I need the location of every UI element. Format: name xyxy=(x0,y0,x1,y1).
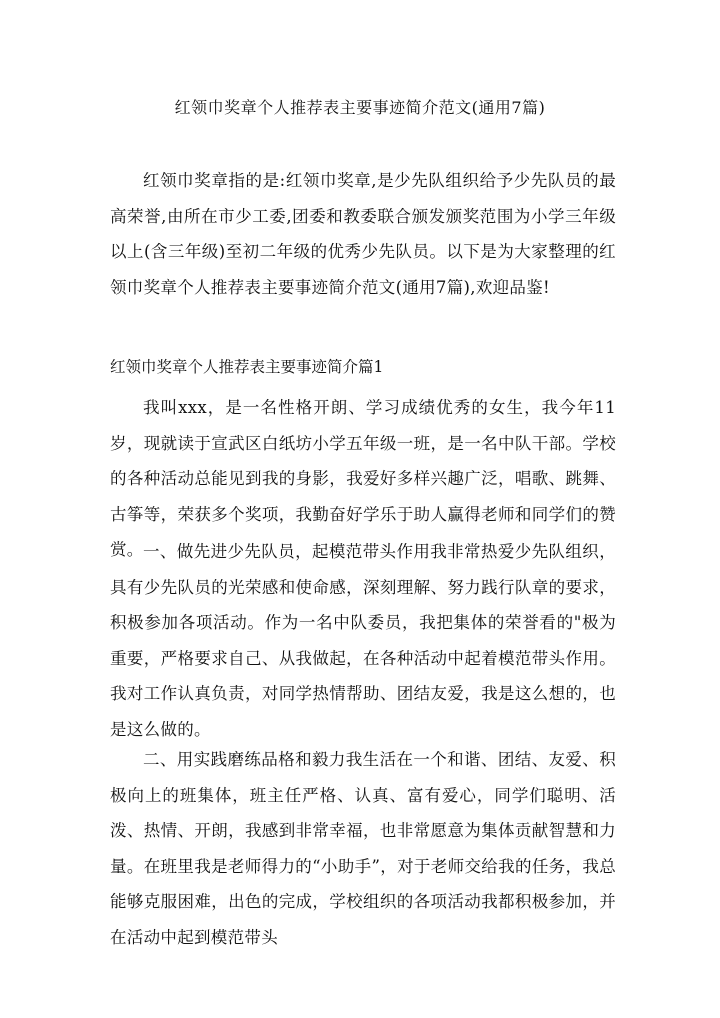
body-paragraph-2: 一、做先进少先队员，起模范带头作用我非常热爱少先队组织，具有少先队员的光荣感和使命感，深刻理解、努力践行队章的要求，积极参加各项活动。作为一名中队委员，我把集体的荣誉看的"极为重要，严格要求自己、从我做起，在各种活动中起着模范带头作用。我对工作认真负责，对同学热情帮助、团结友爱，我是这么想的，也是这么做的。 xyxy=(110,542,616,739)
document-title: 红领巾奖章个人推荐表主要事迹简介范文(通用7篇) xyxy=(174,98,546,117)
intro-paragraph: 红领巾奖章指的是:红领巾奖章,是少先队组织给予少先队员的最高荣誉,由所在市少工委,团委和教委联合颁发颁奖范围为小学三年级以上(含三年级)至初二年级的优秀少先队员。以下是为大家整理的红领巾奖章个人推荐表主要事迹简介范文(通用7篇),欢迎品鉴! xyxy=(110,171,616,297)
section-heading: 红领巾奖章个人推荐表主要事迹简介篇1 xyxy=(110,358,384,376)
body-paragraph-1: 我叫xxx，是一名性格开朗、学习成绩优秀的女生，我今年11岁，现就读于宣武区白纸坊小学五年级一班，是一名中队干部。学校的各种活动总能见到我的身影，我爱好多样兴趣广泛，唱歌、跳舞、古筝等，荣获多个奖项，我勤奋好学乐于助人赢得老师和同学们的赞赏。 xyxy=(110,398,616,559)
body-paragraph-3: 二、用实践磨练品格和毅力我生活在一个和谐、团结、友爱、积极向上的班集体，班主任严格、认真、富有爱心，同学们聪明、活泼、热情、开朗，我感到非常幸福，也非常愿意为集体贡献智慧和力量。在班里我是老师得力的“小助手”，对于老师交给我的任务，我总能够克服困难，出色的完成，学校组织的各项活动我都积极参加，并在活动中起到模范带头 xyxy=(110,750,616,947)
